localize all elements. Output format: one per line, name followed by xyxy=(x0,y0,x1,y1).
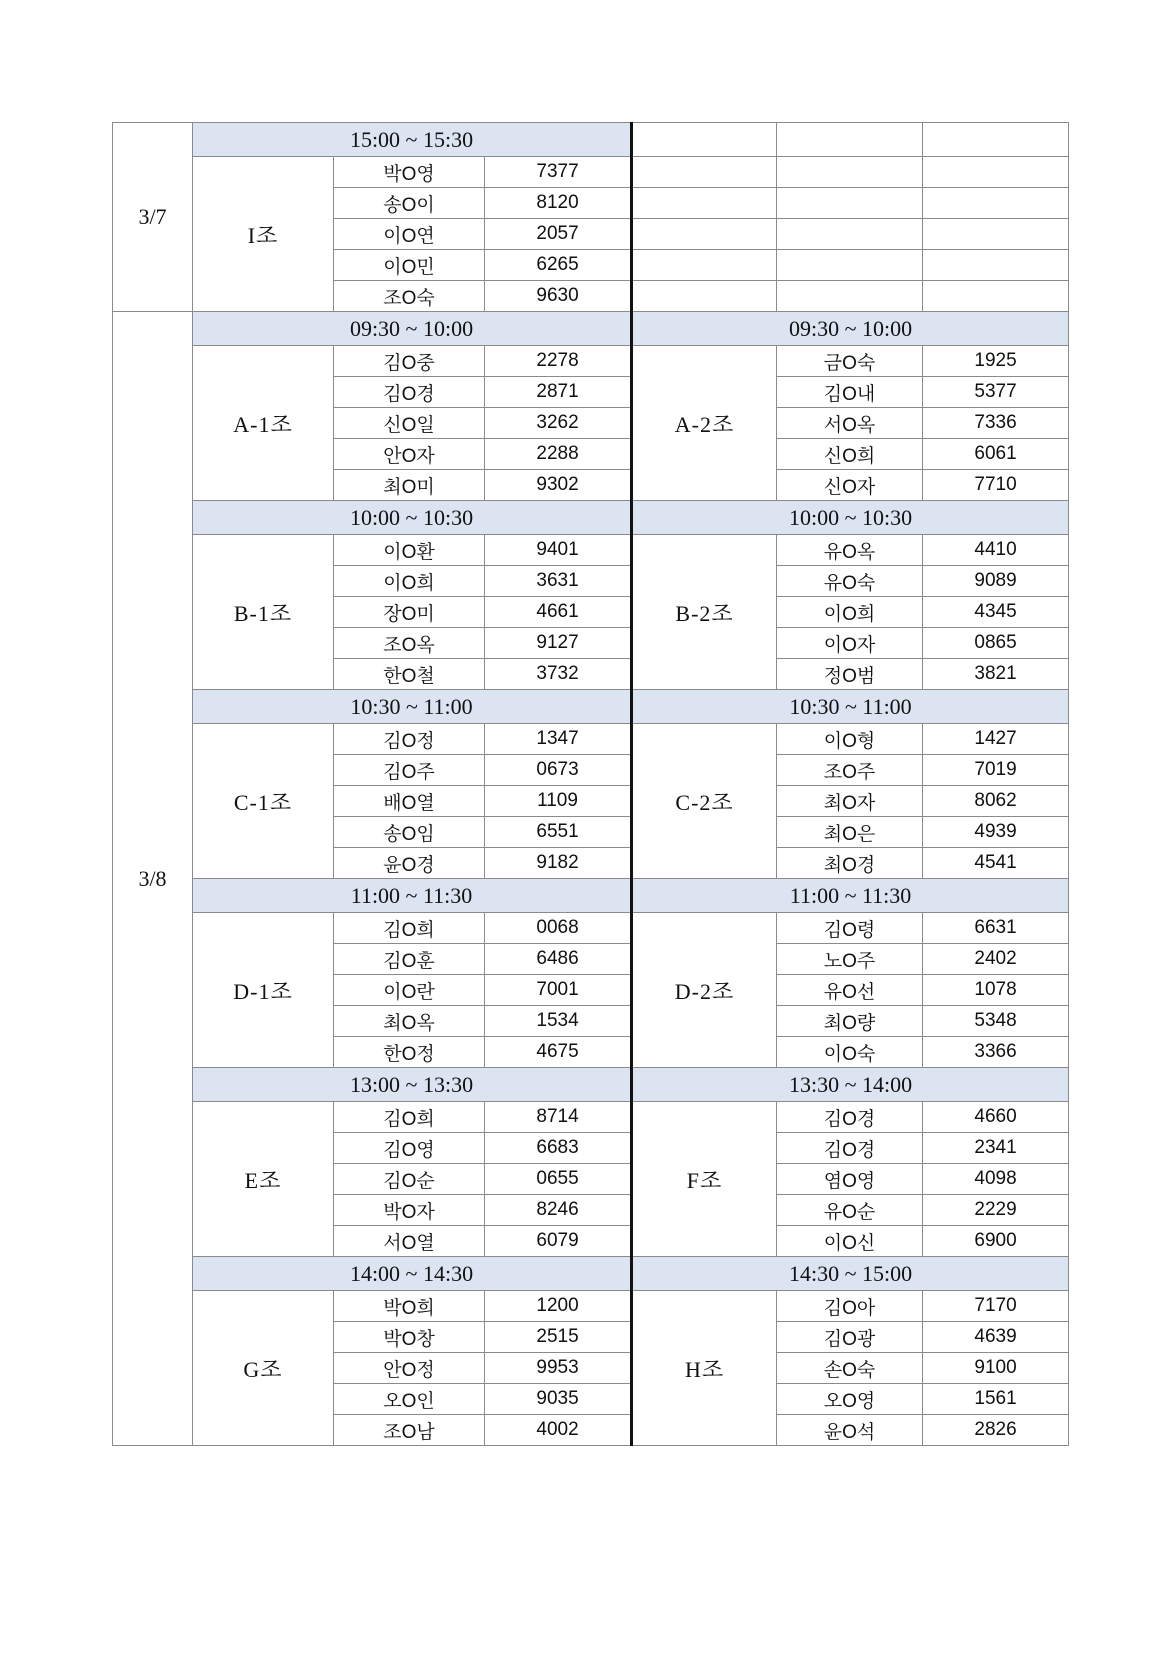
member-name: 김O령 xyxy=(777,913,923,944)
member-row xyxy=(113,913,1069,944)
time-slot-right: 11:00 ~ 11:30 xyxy=(632,879,1069,913)
empty-cell xyxy=(777,250,923,281)
member-number: 2288 xyxy=(485,439,632,470)
schedule-table xyxy=(112,122,1069,1446)
member-name: 조O남 xyxy=(334,1415,485,1446)
member-number: 9630 xyxy=(485,281,632,312)
member-name: 조O숙 xyxy=(334,281,485,312)
time-slot-left: 14:00 ~ 14:30 xyxy=(193,1257,632,1291)
member-name: 오O영 xyxy=(777,1384,923,1415)
empty-cell xyxy=(632,250,777,281)
member-name: 김O희 xyxy=(334,913,485,944)
member-number: 1561 xyxy=(923,1384,1069,1415)
member-number: 2826 xyxy=(923,1415,1069,1446)
member-number: 6061 xyxy=(923,439,1069,470)
group-label-right: A-2조 xyxy=(632,346,777,501)
member-number: 2402 xyxy=(923,944,1069,975)
member-number: 2057 xyxy=(485,219,632,250)
member-name: 윤O석 xyxy=(777,1415,923,1446)
group-label-left: C-1조 xyxy=(193,724,334,879)
member-name: 안O정 xyxy=(334,1353,485,1384)
time-slot-left: 11:00 ~ 11:30 xyxy=(193,879,632,913)
member-number: 6079 xyxy=(485,1226,632,1257)
time-slot-left: 10:00 ~ 10:30 xyxy=(193,501,632,535)
group-label-right: B-2조 xyxy=(632,535,777,690)
member-name: 서O열 xyxy=(334,1226,485,1257)
time-row xyxy=(113,1257,1069,1291)
member-name: 김O경 xyxy=(777,1102,923,1133)
member-name: 유O순 xyxy=(777,1195,923,1226)
member-number: 2229 xyxy=(923,1195,1069,1226)
member-name: 이O희 xyxy=(334,566,485,597)
date-cell: 3/8 xyxy=(113,312,193,1446)
member-number: 1347 xyxy=(485,724,632,755)
member-name: 정O범 xyxy=(777,659,923,690)
member-number: 9401 xyxy=(485,535,632,566)
member-name: 한O정 xyxy=(334,1037,485,1068)
member-name: 한O철 xyxy=(334,659,485,690)
time-slot-right: 10:00 ~ 10:30 xyxy=(632,501,1069,535)
empty-cell xyxy=(777,157,923,188)
member-number: 4660 xyxy=(923,1102,1069,1133)
member-name: 이O숙 xyxy=(777,1037,923,1068)
member-number: 4410 xyxy=(923,535,1069,566)
member-name: 김O훈 xyxy=(334,944,485,975)
group-label-left: B-1조 xyxy=(193,535,334,690)
member-name: 김O아 xyxy=(777,1291,923,1322)
member-number: 4098 xyxy=(923,1164,1069,1195)
member-number: 9089 xyxy=(923,566,1069,597)
member-number: 1078 xyxy=(923,975,1069,1006)
member-number: 9100 xyxy=(923,1353,1069,1384)
member-number: 8714 xyxy=(485,1102,632,1133)
time-row xyxy=(113,312,1069,346)
member-number: 2515 xyxy=(485,1322,632,1353)
time-row xyxy=(113,1068,1069,1102)
member-name: 박O자 xyxy=(334,1195,485,1226)
empty-cell xyxy=(632,281,777,312)
member-name: 조O옥 xyxy=(334,628,485,659)
member-row xyxy=(113,157,1069,188)
member-number: 5377 xyxy=(923,377,1069,408)
member-number: 0068 xyxy=(485,913,632,944)
member-name: 이O자 xyxy=(777,628,923,659)
member-number: 7377 xyxy=(485,157,632,188)
member-name: 김O영 xyxy=(334,1133,485,1164)
member-row xyxy=(113,1102,1069,1133)
member-number: 6551 xyxy=(485,817,632,848)
member-name: 김O광 xyxy=(777,1322,923,1353)
member-name: 유O숙 xyxy=(777,566,923,597)
member-name: 김O내 xyxy=(777,377,923,408)
member-number: 7170 xyxy=(923,1291,1069,1322)
member-name: 최O량 xyxy=(777,1006,923,1037)
time-row xyxy=(113,879,1069,913)
member-name: 신O일 xyxy=(334,408,485,439)
member-number: 1200 xyxy=(485,1291,632,1322)
group-label-left: G조 xyxy=(193,1291,334,1446)
member-name: 신O자 xyxy=(777,470,923,501)
member-number: 4541 xyxy=(923,848,1069,879)
member-number: 8246 xyxy=(485,1195,632,1226)
member-number: 0673 xyxy=(485,755,632,786)
empty-cell xyxy=(777,281,923,312)
group-label-right: H조 xyxy=(632,1291,777,1446)
member-name: 김O희 xyxy=(334,1102,485,1133)
member-number: 2871 xyxy=(485,377,632,408)
member-row xyxy=(113,346,1069,377)
member-number: 4939 xyxy=(923,817,1069,848)
empty-cell xyxy=(923,188,1069,219)
member-number: 6631 xyxy=(923,913,1069,944)
time-row xyxy=(113,501,1069,535)
member-name: 유O옥 xyxy=(777,535,923,566)
group-label-right: C-2조 xyxy=(632,724,777,879)
time-slot-left: 10:30 ~ 11:00 xyxy=(193,690,632,724)
member-number: 1109 xyxy=(485,786,632,817)
member-number: 9953 xyxy=(485,1353,632,1384)
group-label-left: I조 xyxy=(193,157,334,312)
time-slot-right: 09:30 ~ 10:00 xyxy=(632,312,1069,346)
member-name: 배O열 xyxy=(334,786,485,817)
member-name: 신O희 xyxy=(777,439,923,470)
member-number: 0865 xyxy=(923,628,1069,659)
member-number: 6683 xyxy=(485,1133,632,1164)
time-slot-left: 13:00 ~ 13:30 xyxy=(193,1068,632,1102)
member-number: 9302 xyxy=(485,470,632,501)
group-label-left: D-1조 xyxy=(193,913,334,1068)
member-number: 9182 xyxy=(485,848,632,879)
member-name: 박O희 xyxy=(334,1291,485,1322)
member-name: 김O주 xyxy=(334,755,485,786)
member-name: 장O미 xyxy=(334,597,485,628)
member-number: 1925 xyxy=(923,346,1069,377)
member-name: 금O숙 xyxy=(777,346,923,377)
member-row xyxy=(113,724,1069,755)
empty-cell xyxy=(923,250,1069,281)
member-name: 최O경 xyxy=(777,848,923,879)
member-name: 유O선 xyxy=(777,975,923,1006)
group-label-right: D-2조 xyxy=(632,913,777,1068)
member-number: 3732 xyxy=(485,659,632,690)
member-number: 7001 xyxy=(485,975,632,1006)
member-name: 김O경 xyxy=(777,1133,923,1164)
member-name: 김O중 xyxy=(334,346,485,377)
empty-cell xyxy=(632,157,777,188)
group-label-left: E조 xyxy=(193,1102,334,1257)
time-slot-left: 15:00 ~ 15:30 xyxy=(193,123,632,157)
member-name: 염O영 xyxy=(777,1164,923,1195)
empty-cell xyxy=(632,219,777,250)
member-number: 8062 xyxy=(923,786,1069,817)
member-number: 7336 xyxy=(923,408,1069,439)
member-name: 이O연 xyxy=(334,219,485,250)
member-number: 3366 xyxy=(923,1037,1069,1068)
group-label-right: F조 xyxy=(632,1102,777,1257)
member-number: 7710 xyxy=(923,470,1069,501)
member-number: 4002 xyxy=(485,1415,632,1446)
member-name: 박O영 xyxy=(334,157,485,188)
member-name: 김O정 xyxy=(334,724,485,755)
empty-cell xyxy=(923,219,1069,250)
empty-cell xyxy=(632,188,777,219)
member-name: 이O형 xyxy=(777,724,923,755)
empty-cell xyxy=(923,281,1069,312)
member-number: 6900 xyxy=(923,1226,1069,1257)
member-name: 최O은 xyxy=(777,817,923,848)
member-name: 서O옥 xyxy=(777,408,923,439)
empty-cell xyxy=(923,123,1069,157)
member-number: 3821 xyxy=(923,659,1069,690)
group-label-left: A-1조 xyxy=(193,346,334,501)
member-number: 3262 xyxy=(485,408,632,439)
member-name: 이O희 xyxy=(777,597,923,628)
date-cell: 3/7 xyxy=(113,123,193,312)
member-name: 조O주 xyxy=(777,755,923,786)
member-name: 송O임 xyxy=(334,817,485,848)
member-number: 4345 xyxy=(923,597,1069,628)
member-number: 9127 xyxy=(485,628,632,659)
time-slot-right: 13:30 ~ 14:00 xyxy=(632,1068,1069,1102)
member-name: 손O숙 xyxy=(777,1353,923,1384)
member-number: 9035 xyxy=(485,1384,632,1415)
time-slot-left: 09:30 ~ 10:00 xyxy=(193,312,632,346)
empty-cell xyxy=(777,219,923,250)
member-name: 최O자 xyxy=(777,786,923,817)
member-name: 김O순 xyxy=(334,1164,485,1195)
empty-cell xyxy=(923,157,1069,188)
member-number: 5348 xyxy=(923,1006,1069,1037)
member-name: 박O창 xyxy=(334,1322,485,1353)
member-number: 6486 xyxy=(485,944,632,975)
empty-cell xyxy=(777,123,923,157)
time-slot-right: 14:30 ~ 15:00 xyxy=(632,1257,1069,1291)
member-number: 4675 xyxy=(485,1037,632,1068)
time-slot-right: 10:30 ~ 11:00 xyxy=(632,690,1069,724)
member-number: 0655 xyxy=(485,1164,632,1195)
member-name: 최O옥 xyxy=(334,1006,485,1037)
member-name: 이O환 xyxy=(334,535,485,566)
member-row xyxy=(113,1291,1069,1322)
member-number: 4661 xyxy=(485,597,632,628)
member-name: 윤O경 xyxy=(334,848,485,879)
member-name: 이O란 xyxy=(334,975,485,1006)
member-name: 안O자 xyxy=(334,439,485,470)
empty-cell xyxy=(777,188,923,219)
member-name: 송O이 xyxy=(334,188,485,219)
time-row xyxy=(113,690,1069,724)
member-number: 6265 xyxy=(485,250,632,281)
member-number: 4639 xyxy=(923,1322,1069,1353)
time-row xyxy=(113,123,1069,157)
schedule-page xyxy=(112,122,1068,1446)
member-number: 7019 xyxy=(923,755,1069,786)
member-name: 오O인 xyxy=(334,1384,485,1415)
empty-cell xyxy=(632,123,777,157)
member-row xyxy=(113,535,1069,566)
member-number: 2341 xyxy=(923,1133,1069,1164)
member-name: 최O미 xyxy=(334,470,485,501)
member-number: 1427 xyxy=(923,724,1069,755)
member-name: 노O주 xyxy=(777,944,923,975)
member-number: 2278 xyxy=(485,346,632,377)
member-name: 이O신 xyxy=(777,1226,923,1257)
member-name: 이O민 xyxy=(334,250,485,281)
member-number: 8120 xyxy=(485,188,632,219)
member-name: 김O경 xyxy=(334,377,485,408)
member-number: 1534 xyxy=(485,1006,632,1037)
member-number: 3631 xyxy=(485,566,632,597)
